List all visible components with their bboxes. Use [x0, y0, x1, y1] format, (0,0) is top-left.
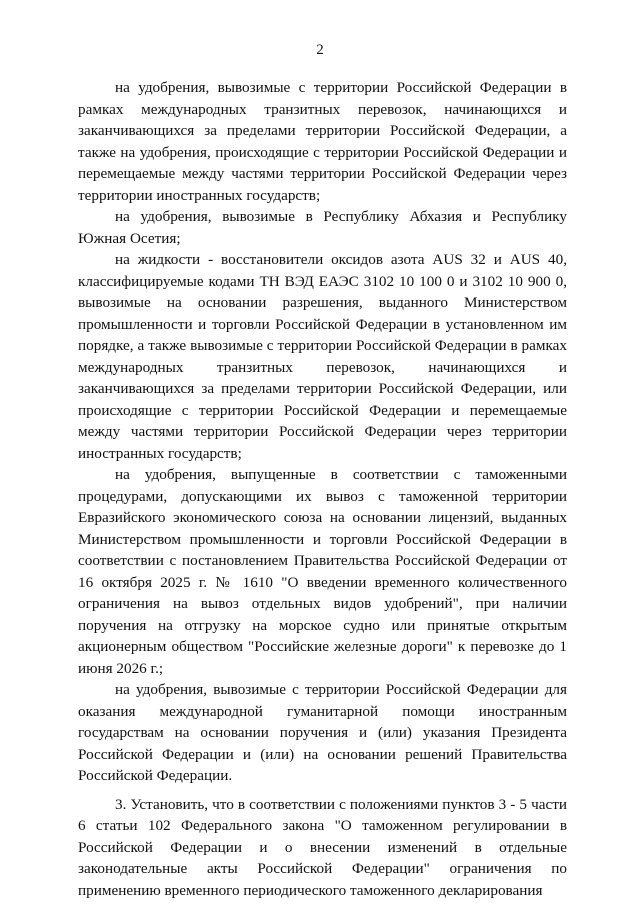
page-number: 2 [316, 42, 324, 58]
paragraph-item-3: 3. Установить, что в соответствии с положениями пунктов 3 - 5 части 6 статьи 102 Федерального закона "О таможенном регулировании в Российской Федерации и о внесении изменений в отдельные законодательные акты Российской Федерации" ограничения по применению временного периодического таможенного декларирования [78, 795, 567, 899]
paragraph-licensed-fertilizers: на удобрения, выпущенные в соответствии с таможенными процедурами, допускающими их вывоз с таможенной территории Евразийского экономического союза на основании лицензий, выданных Министерством промышленности и торговли Российской Федерации в соответствии с постановлением Правительства Российской Федерации от 16 октября 2025 г. № 1610 "О введении временного количественного ограничения на вывоз отдельных видов удобрений", при наличии поручения на отгрузку на морское судно или принятые открытым акционерным обществом "Российские железные дороги" к перевозке до 1 июня 2026 г.; [78, 466, 567, 677]
paragraph-humanitarian-aid: на удобрения, вывозимые с территории Российской Федерации для оказания международной гуманитарной помощи иностранным государствам на основании поручения и (или) указания Президента Российской Федерации и (или) на основании решений Правительства Российской Федерации. [78, 681, 567, 784]
paragraph-abkhazia-south-ossetia: на удобрения, вывозимые в Республику Абхазия и Республику Южная Осетия; [78, 208, 567, 247]
document-body [78, 77, 567, 901]
paragraph-aus-liquids: на жидкости - восстановители оксидов азота AUS 32 и AUS 40, классифицируемые кодами ТН ВЭД ЕАЭС 3102 10 100 0 и 3102 10 900 0, вывозимые на основании разрешения, выданного Министерством промышленности и торговли Российской Федерации в установленном им порядке, а также вывозимые с территории Российской Федерации в рамках международных транзитных перевозок, начинающихся и заканчивающихся за пределами территории Российской Федерации, или происходящие с территории Российской Федерации и перемещаемые между частями территории Российской Федерации через территории иностранных государств; [78, 251, 567, 462]
paragraph-transit-fertilizers: на удобрения, вывозимые с территории Российской Федерации в рамках международных транзитных перевозок, начинающихся и заканчивающихся за пределами территории Российской Федерации, а также на удобрения, происходящие с территории Российской Федерации и перемещаемые между частями территории Российской Федерации через территории иностранных государств; [78, 79, 567, 204]
